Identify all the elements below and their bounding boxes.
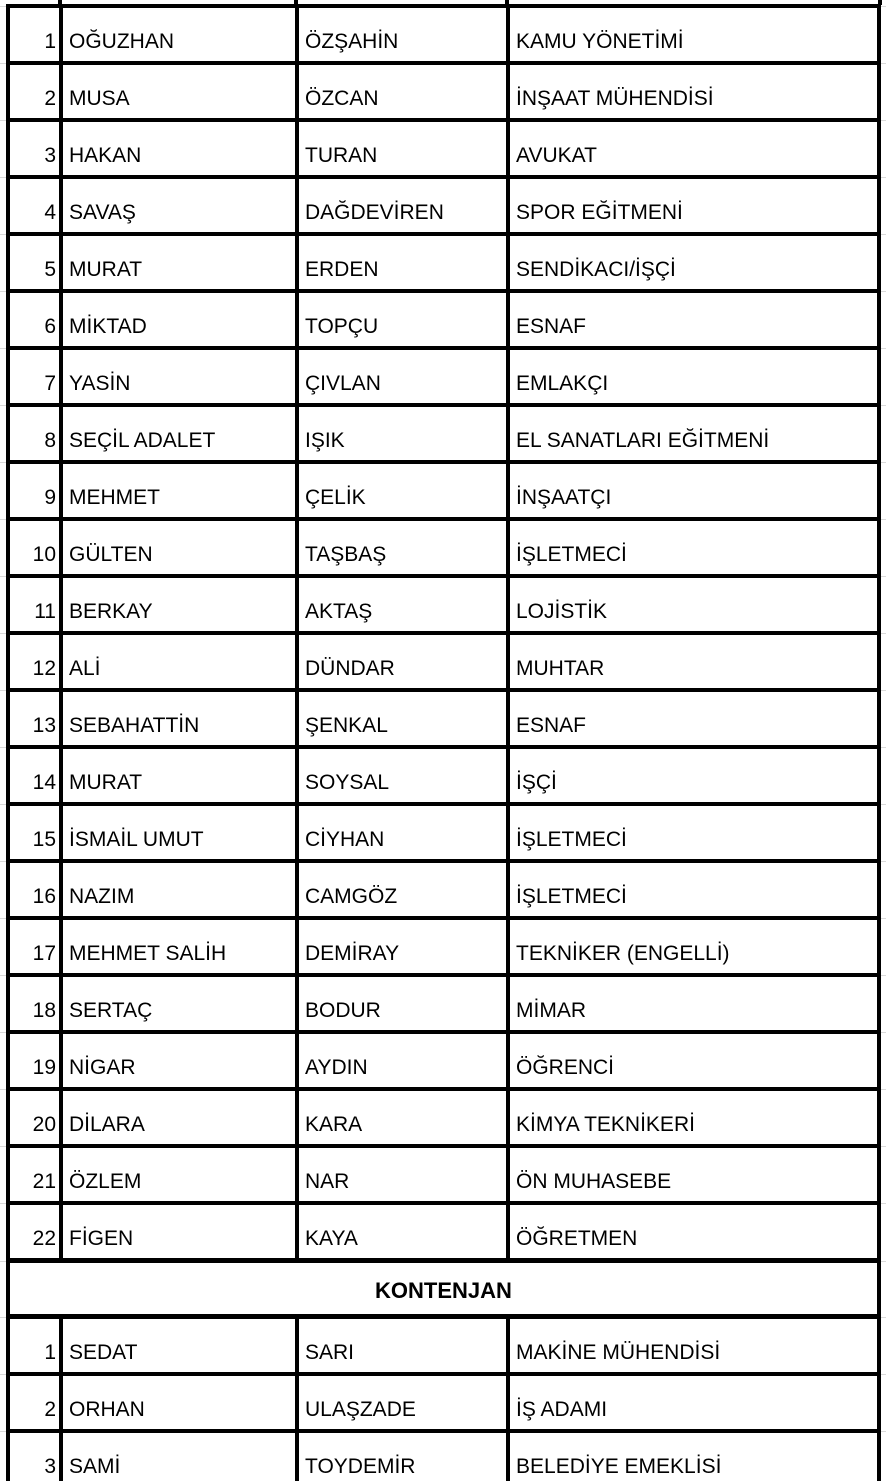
row-number-cell: 3 — [8, 1431, 61, 1481]
first-name-cell: GÜLTEN — [61, 519, 297, 576]
first-name-cell: NİGAR — [61, 1032, 297, 1089]
row-number-cell: 6 — [8, 291, 61, 348]
table-row — [8, 975, 879, 1032]
first-name-cell: FİGEN — [61, 1203, 297, 1261]
cutoff-row-border-stub — [878, 0, 882, 5]
row-number-cell: 9 — [8, 462, 61, 519]
profession-cell: EMLAKÇI — [508, 348, 879, 405]
row-number-cell: 10 — [8, 519, 61, 576]
first-name-cell: DİLARA — [61, 1089, 297, 1146]
first-name-cell: MURAT — [61, 234, 297, 291]
kontenjan-list-section — [8, 1317, 879, 1481]
profession-cell: İŞLETMECİ — [508, 519, 879, 576]
row-number-cell: 16 — [8, 861, 61, 918]
first-name-cell: YASİN — [61, 348, 297, 405]
table-row — [8, 804, 879, 861]
last-name-cell: ERDEN — [297, 234, 508, 291]
first-name-cell: MUSA — [61, 63, 297, 120]
profession-cell: MAKİNE MÜHENDİSİ — [508, 1317, 879, 1375]
first-name-cell: ALİ — [61, 633, 297, 690]
gridline-stub — [0, 690, 6, 691]
gridline-stub — [881, 690, 886, 691]
gridline-stub — [0, 1431, 6, 1432]
table-row — [8, 462, 879, 519]
section-header-row — [8, 1261, 879, 1317]
profession-cell: SENDİKACI/İŞÇİ — [508, 234, 879, 291]
profession-cell: KİMYA TEKNİKERİ — [508, 1089, 879, 1146]
gridline-stub — [881, 6, 886, 7]
last-name-cell: CAMGÖZ — [297, 861, 508, 918]
gridline-stub — [0, 291, 6, 292]
gridline-stub — [881, 1032, 886, 1033]
last-name-cell: DAĞDEVİREN — [297, 177, 508, 234]
row-number-cell: 14 — [8, 747, 61, 804]
last-name-cell: CİYHAN — [297, 804, 508, 861]
first-name-cell: SAMİ — [61, 1431, 297, 1481]
table-row — [8, 747, 879, 804]
row-number-cell: 13 — [8, 690, 61, 747]
row-number-cell: 7 — [8, 348, 61, 405]
last-name-cell: AYDIN — [297, 1032, 508, 1089]
first-name-cell: SAVAŞ — [61, 177, 297, 234]
gridline-stub — [881, 1374, 886, 1375]
profession-cell: AVUKAT — [508, 120, 879, 177]
gridline-stub — [881, 747, 886, 748]
table-row — [8, 861, 879, 918]
row-number-cell: 20 — [8, 1089, 61, 1146]
row-number-cell: 2 — [8, 63, 61, 120]
gridline-stub — [881, 234, 886, 235]
gridline-stub — [881, 120, 886, 121]
profession-cell: İNŞAAT MÜHENDİSİ — [508, 63, 879, 120]
profession-cell: İŞLETMECİ — [508, 804, 879, 861]
row-number-cell: 15 — [8, 804, 61, 861]
last-name-cell: BODUR — [297, 975, 508, 1032]
table-row — [8, 1146, 879, 1203]
gridline-stub — [0, 747, 6, 748]
gridline-stub — [881, 861, 886, 862]
last-name-cell: DEMİRAY — [297, 918, 508, 975]
first-name-cell: MEHMET — [61, 462, 297, 519]
table-row — [8, 1261, 879, 1317]
last-name-cell: ULAŞZADE — [297, 1374, 508, 1431]
last-name-cell: TURAN — [297, 120, 508, 177]
cutoff-row-border-stub — [505, 0, 509, 5]
last-name-cell: ÖZCAN — [297, 63, 508, 120]
row-number-cell: 1 — [8, 1317, 61, 1375]
table-row — [8, 405, 879, 462]
row-number-cell: 19 — [8, 1032, 61, 1089]
row-number-cell: 21 — [8, 1146, 61, 1203]
first-name-cell: BERKAY — [61, 576, 297, 633]
profession-cell: ÖĞRETMEN — [508, 1203, 879, 1261]
gridline-stub — [0, 462, 6, 463]
last-name-cell: SOYSAL — [297, 747, 508, 804]
table-row — [8, 1032, 879, 1089]
row-number-cell: 3 — [8, 120, 61, 177]
first-name-cell: ORHAN — [61, 1374, 297, 1431]
gridline-stub — [881, 1146, 886, 1147]
last-name-cell: ÇIVLAN — [297, 348, 508, 405]
last-name-cell: KARA — [297, 1089, 508, 1146]
last-name-cell: ÇELİK — [297, 462, 508, 519]
row-number-cell: 18 — [8, 975, 61, 1032]
row-number-cell: 17 — [8, 918, 61, 975]
gridline-stub — [0, 975, 6, 976]
row-number-cell: 2 — [8, 1374, 61, 1431]
gridline-stub — [0, 804, 6, 805]
table-row — [8, 1374, 879, 1431]
profession-cell: İNŞAATÇI — [508, 462, 879, 519]
profession-cell: ESNAF — [508, 291, 879, 348]
gridline-stub — [0, 63, 6, 64]
table-row — [8, 234, 879, 291]
profession-cell: KAMU YÖNETİMİ — [508, 6, 879, 63]
gridline-stub — [0, 120, 6, 121]
table-row — [8, 1431, 879, 1481]
gridline-stub — [0, 177, 6, 178]
profession-cell: ÖĞRENCİ — [508, 1032, 879, 1089]
row-number-cell: 1 — [8, 6, 61, 63]
last-name-cell: TOPÇU — [297, 291, 508, 348]
profession-cell: MUHTAR — [508, 633, 879, 690]
profession-cell: ÖN MUHASEBE — [508, 1146, 879, 1203]
gridline-stub — [881, 405, 886, 406]
first-name-cell: MURAT — [61, 747, 297, 804]
gridline-stub — [0, 918, 6, 919]
first-name-cell: MİKTAD — [61, 291, 297, 348]
gridline-stub — [0, 1203, 6, 1204]
cutoff-row-border-stub — [58, 0, 62, 5]
gridline-stub — [0, 519, 6, 520]
gridline-stub — [881, 975, 886, 976]
gridline-stub — [0, 234, 6, 235]
gridline-stub — [881, 63, 886, 64]
gridline-stub — [0, 405, 6, 406]
table-row — [8, 63, 879, 120]
profession-cell: İŞLETMECİ — [508, 861, 879, 918]
candidate-table — [6, 4, 881, 1481]
gridline-stub — [881, 1431, 886, 1432]
last-name-cell: DÜNDAR — [297, 633, 508, 690]
last-name-cell: SARI — [297, 1317, 508, 1375]
first-name-cell: SEBAHATTİN — [61, 690, 297, 747]
first-name-cell: SEÇİL ADALET — [61, 405, 297, 462]
gridline-stub — [0, 861, 6, 862]
profession-cell: ESNAF — [508, 690, 879, 747]
first-name-cell: OĞUZHAN — [61, 6, 297, 63]
table-row — [8, 1203, 879, 1261]
last-name-cell: ÖZŞAHİN — [297, 6, 508, 63]
profession-cell: MİMAR — [508, 975, 879, 1032]
cutoff-row-border-stub — [294, 0, 298, 5]
profession-cell: SPOR EĞİTMENİ — [508, 177, 879, 234]
row-number-cell: 8 — [8, 405, 61, 462]
gridline-stub — [881, 1261, 886, 1262]
first-name-cell: ÖZLEM — [61, 1146, 297, 1203]
gridline-stub — [0, 576, 6, 577]
gridline-stub — [0, 348, 6, 349]
gridline-stub — [881, 519, 886, 520]
gridline-stub — [0, 633, 6, 634]
profession-cell: BELEDİYE EMEKLİSİ — [508, 1431, 879, 1481]
table-row — [8, 633, 879, 690]
profession-cell: TEKNİKER (ENGELLİ) — [508, 918, 879, 975]
last-name-cell: AKTAŞ — [297, 576, 508, 633]
row-number-cell: 11 — [8, 576, 61, 633]
first-name-cell: NAZIM — [61, 861, 297, 918]
last-name-cell: TAŞBAŞ — [297, 519, 508, 576]
gridline-stub — [0, 1261, 6, 1262]
profession-cell: İŞ ADAMI — [508, 1374, 879, 1431]
profession-cell: İŞÇİ — [508, 747, 879, 804]
gridline-stub — [881, 1203, 886, 1204]
gridline-stub — [0, 1146, 6, 1147]
table-row — [8, 576, 879, 633]
table-row — [8, 348, 879, 405]
gridline-stub — [881, 462, 886, 463]
gridline-stub — [881, 576, 886, 577]
gridline-stub — [881, 918, 886, 919]
row-number-cell: 12 — [8, 633, 61, 690]
gridline-stub — [881, 1089, 886, 1090]
table-row — [8, 177, 879, 234]
row-number-cell: 5 — [8, 234, 61, 291]
first-name-cell: HAKAN — [61, 120, 297, 177]
table-row — [8, 291, 879, 348]
gridline-stub — [0, 1032, 6, 1033]
section-header: KONTENJAN — [8, 1261, 879, 1317]
gridline-stub — [881, 291, 886, 292]
profession-cell: EL SANATLARI EĞİTMENİ — [508, 405, 879, 462]
table-row — [8, 519, 879, 576]
first-name-cell: SEDAT — [61, 1317, 297, 1375]
table-row — [8, 120, 879, 177]
gridline-stub — [881, 633, 886, 634]
first-name-cell: İSMAİL UMUT — [61, 804, 297, 861]
row-number-cell: 4 — [8, 177, 61, 234]
last-name-cell: NAR — [297, 1146, 508, 1203]
first-name-cell: MEHMET SALİH — [61, 918, 297, 975]
gridline-stub — [0, 1374, 6, 1375]
first-name-cell: SERTAÇ — [61, 975, 297, 1032]
profession-cell: LOJİSTİK — [508, 576, 879, 633]
table-row — [8, 1089, 879, 1146]
last-name-cell: TOYDEMİR — [297, 1431, 508, 1481]
gridline-stub — [0, 6, 6, 7]
row-number-cell: 22 — [8, 1203, 61, 1261]
table-row — [8, 690, 879, 747]
last-name-cell: KAYA — [297, 1203, 508, 1261]
last-name-cell: IŞIK — [297, 405, 508, 462]
gridline-stub — [0, 1089, 6, 1090]
last-name-cell: ŞENKAL — [297, 690, 508, 747]
table-row — [8, 6, 879, 63]
gridline-stub — [881, 1317, 886, 1318]
main-list-section — [8, 6, 879, 1261]
gridline-stub — [0, 1317, 6, 1318]
gridline-stub — [881, 804, 886, 805]
table-row — [8, 1317, 879, 1375]
gridline-stub — [881, 177, 886, 178]
table-row — [8, 918, 879, 975]
gridline-stub — [881, 348, 886, 349]
